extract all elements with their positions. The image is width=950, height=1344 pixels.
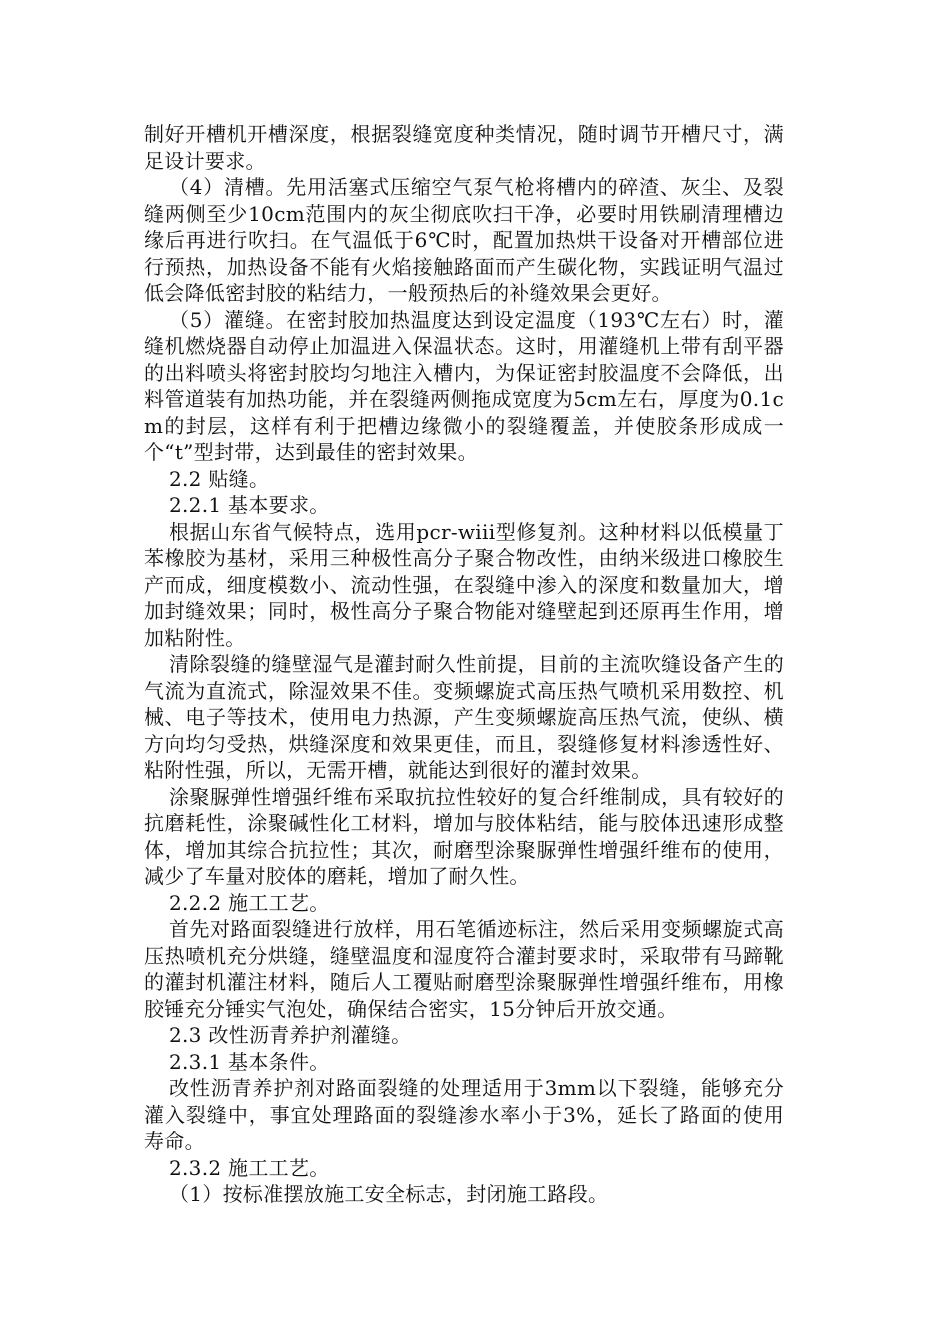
paragraph-fiber-cloth: 涂聚脲弹性增强纤维布采取抗拉性较好的复合纤维制成，具有较好的抗磨耗性，涂聚碱性化工材料，增加与胶体粘结，能与胶体迅速形成整体，增加其综合抗拉性；其次，耐磨型涂聚脲弹性增强纤维布的使用，减少了车量对胶体的磨耗，增加了耐久性。 <box>144 784 784 888</box>
heading-2-2-1: 2.2.1 基本要求。 <box>169 493 330 517</box>
document-body <box>144 121 784 1208</box>
paragraph-material: 根据山东省气候特点，选用pcr-wiii型修复剂。这种材料以低模量丁苯橡胶为基材，采用三种极性高分子聚合物改性，由纳米级进口橡胶生产而成，细度模数小、流动性强，在裂缝中渗入的深度和数量加大，增加封缝效果；同时，极性高分子聚合物能对缝壁起到还原再生作用，增加粘附性。 <box>144 519 784 650</box>
paragraph-process: 首先对路面裂缝进行放样，用石笔循迹标注，然后采用变频螺旋式高压热喷机充分烘缝，缝壁温度和湿度符合灌封要求时，采取带有马蹄靴的灌封机灌注材料，随后人工覆贴耐磨型涂聚脲弹性增强纤维布，用橡胶锤充分锤实气泡处，确保结合密实，15分钟后开放交通。 <box>144 917 784 1021</box>
heading-2-3-2: 2.3.2 施工工艺。 <box>169 1155 330 1180</box>
paragraph-continuation: 制好开槽机开槽深度，根据裂缝宽度种类情况，随时调节开槽尺寸，满足设计要求。 <box>144 122 784 173</box>
heading-2-2: 2.2 贴缝。 <box>169 466 270 491</box>
paragraph-conditions: 改性沥青养护剂对路面裂缝的处理适用于3mm以下裂缝，能够充分灌入裂缝中，事宜处理路面的裂缝渗水率小于3%，延长了路面的使用寿命。 <box>144 1076 784 1153</box>
heading-2-3: 2.3 改性沥青养护剂灌缝。 <box>169 1023 412 1047</box>
heading-2-3-1: 2.3.1 基本条件。 <box>169 1049 330 1074</box>
paragraph-clean-groove: （4）清槽。先用活塞式压缩空气泵气枪将槽内的碎渣、灰尘、及裂缝两侧至少10cm范围内的灰尘彻底吹扫干净，必要时用铁刷清理槽边缘后再进行吹扫。在气温低于6℃时，配置加热烘干设备对开槽部位进行预热，加热设备不能有火焰接触路面而产生碳化物，实践证明气温过低会降低密封胶的粘结力，一般预热后的补缝效果会更好。 <box>144 175 784 305</box>
paragraph-fill-seam: （5）灌缝。在密封胶加热温度达到设定温度（193℃左右）时，灌缝机燃烧器自动停止加温进入保温状态。这时，用灌缝机上带有刮平器的出料喷头将密封胶均匀地注入槽内，为保证密封胶温度不会降低，出料管道装有加热功能，并在裂缝两侧拖成宽度为5cm左右，厚度为0.1cm的封层，这样有利于把槽边缘微小的裂缝覆盖，并使胶条形成成一个“t”型封带，达到最佳的密封效果。 <box>144 307 784 464</box>
paragraph-moisture: 清除裂缝的缝壁湿气是灌封耐久性前提，目前的主流吹缝设备产生的气流为直流式，除湿效果不佳。变频螺旋式高压热气喷机采用数控、机械、电子等技术，使用电力热源，产生变频螺旋高压热气流，使纵、横方向均匀受热，烘缝深度和效果更佳，而且，裂缝修复材料渗透性好、粘附性强，所以，无需开槽，就能达到很好的灌封效果。 <box>144 652 784 782</box>
paragraph-step-1: （1）按标准摆放施工安全标志，封闭施工路段。 <box>169 1182 609 1206</box>
heading-2-2-2: 2.2.2 施工工艺。 <box>169 890 330 915</box>
